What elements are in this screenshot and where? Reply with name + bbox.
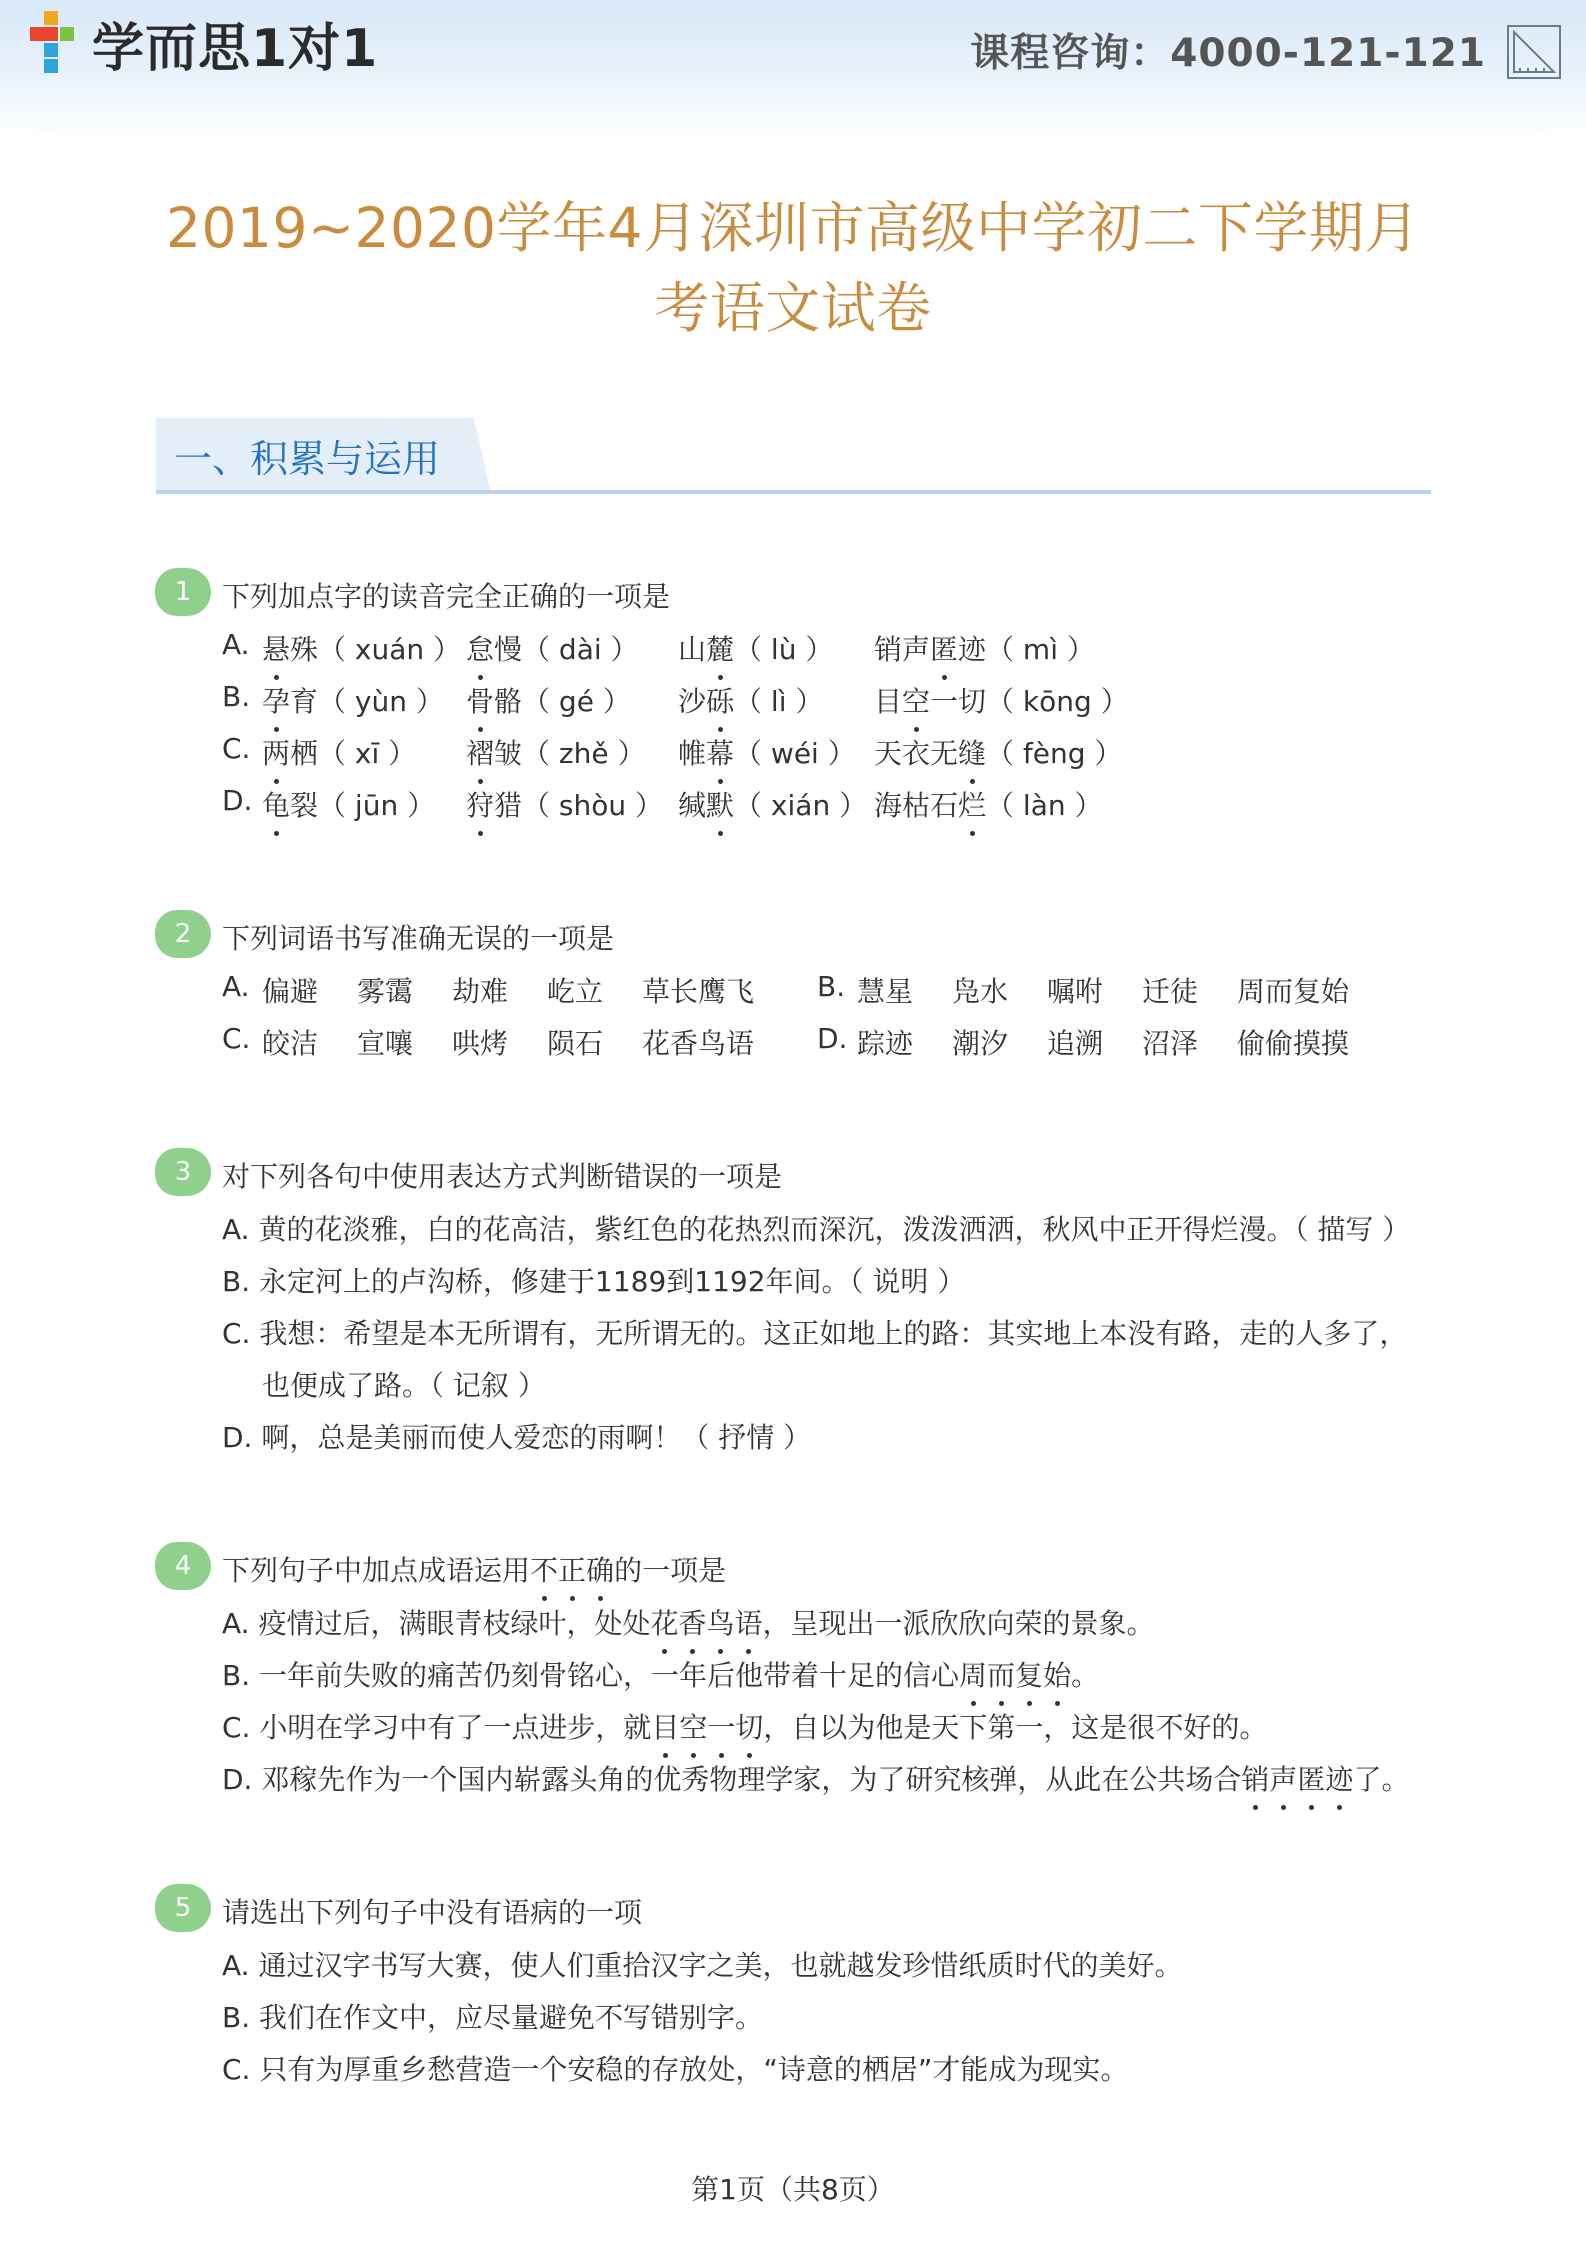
option-text: 缄 bbox=[678, 789, 707, 822]
dotted-char: 龟 bbox=[262, 784, 290, 824]
stem-text: 的一项是 bbox=[614, 1554, 727, 1587]
dotted-char: 骨 bbox=[466, 680, 494, 720]
q4-option-b[interactable] bbox=[222, 1654, 1099, 1694]
word: 草长鹰飞 bbox=[642, 975, 755, 1008]
dotted-char: 确 bbox=[586, 1549, 614, 1589]
option-text: D. 邓稼先作为一个国内崭露头角的优秀物理学家，为了研究核弹，从此在公共场合 bbox=[222, 1763, 1242, 1796]
ruler-triangle-icon bbox=[1506, 24, 1562, 80]
course-hotline: 课程咨询：4000-121-121 bbox=[970, 31, 1486, 76]
section-header bbox=[156, 418, 1431, 494]
exam-title bbox=[150, 188, 1436, 348]
dotted-char: 两 bbox=[262, 732, 290, 772]
q3-option-c-cont: 也便成了路。（ 记叙 ） bbox=[262, 1369, 546, 1402]
option-item bbox=[874, 732, 1122, 772]
word: 慧星 bbox=[857, 975, 914, 1008]
question-stem: 请选出下列句子中没有语病的一项 bbox=[222, 1896, 643, 1929]
option-item bbox=[678, 784, 867, 824]
dotted-char: 不 bbox=[530, 1549, 558, 1589]
dotted-char: 麓 bbox=[706, 628, 734, 668]
option-letter[interactable]: A. bbox=[222, 970, 250, 1003]
q5-option-b[interactable]: B. 我们在作文中，应尽量避免不写错别字。 bbox=[222, 2001, 764, 2034]
page-header bbox=[0, 0, 1586, 140]
word: 沼泽 bbox=[1142, 1027, 1199, 1060]
option-text: 骼（ gé ） bbox=[494, 685, 631, 718]
section-underline bbox=[156, 490, 1431, 494]
option-text: 。 bbox=[1071, 1659, 1100, 1692]
option-text: （ wéi ） bbox=[734, 737, 856, 770]
option-text: 慢（ dài ） bbox=[494, 633, 639, 666]
option-letter: C. bbox=[222, 732, 251, 765]
question-number-badge: 3 bbox=[155, 1148, 211, 1196]
word: 偷偷摸摸 bbox=[1237, 1027, 1350, 1060]
q4-option-a[interactable] bbox=[222, 1602, 1155, 1642]
question-stem bbox=[222, 1549, 726, 1589]
option-letter: B. bbox=[222, 680, 251, 713]
word: 雾霭 bbox=[357, 975, 414, 1008]
brand-name: 学而思1对1 bbox=[92, 18, 379, 79]
brand-logo[interactable] bbox=[30, 8, 378, 78]
dotted-char: 一 bbox=[707, 1706, 735, 1746]
option-text: A. 疫情过后，满眼青枝绿叶，处处 bbox=[222, 1607, 651, 1640]
option-text: （ fèng ） bbox=[986, 737, 1123, 770]
dotted-char: 砾 bbox=[706, 680, 734, 720]
dotted-char: 销 bbox=[1241, 1758, 1269, 1798]
question-number-badge: 2 bbox=[155, 910, 211, 958]
option-item bbox=[678, 732, 856, 772]
dotted-phrase bbox=[1241, 1763, 1353, 1796]
dotted-char: 花 bbox=[650, 1602, 678, 1642]
page-number: 第1页（共8页） bbox=[691, 2173, 895, 2206]
option-text: 一切（ kōng ） bbox=[930, 685, 1129, 718]
option-text: 迹（ mì ） bbox=[958, 633, 1095, 666]
dotted-char: 迹 bbox=[1325, 1758, 1353, 1798]
exam-title-line1: 2019~2020学年4月深圳市高级中学初二下学期月 bbox=[165, 196, 1421, 260]
option-text: 栖（ xī ） bbox=[290, 737, 417, 770]
question-number-badge: 4 bbox=[155, 1542, 211, 1590]
option-item bbox=[874, 784, 1103, 824]
dotted-phrase bbox=[959, 1659, 1071, 1692]
option-text: 目 bbox=[874, 685, 903, 718]
option-item bbox=[262, 628, 461, 668]
option-letter: A. bbox=[222, 628, 250, 661]
option-text: 猎（ shòu ） bbox=[494, 789, 664, 822]
dotted-char: 正 bbox=[558, 1549, 586, 1589]
option-text: 销声 bbox=[874, 633, 931, 666]
q5-option-a[interactable]: A. 通过汉字书写大赛，使人们重拾汉字之美，也就越发珍惜纸质时代的美好。 bbox=[222, 1949, 1183, 1982]
option-text: （ làn ） bbox=[986, 789, 1103, 822]
word: 皎洁 bbox=[262, 1027, 319, 1060]
word: 劫难 bbox=[452, 975, 509, 1008]
option-item bbox=[262, 680, 444, 720]
dotted-char: 鸟 bbox=[707, 1602, 735, 1642]
question-stem: 下列词语书写准确无误的一项是 bbox=[222, 922, 615, 955]
q4-option-c[interactable] bbox=[222, 1706, 1267, 1746]
dotted-char: 匿 bbox=[1297, 1758, 1325, 1798]
option-text: （ xián ） bbox=[734, 789, 868, 822]
word: 嘱咐 bbox=[1047, 975, 1104, 1008]
dotted-char: 周 bbox=[959, 1654, 987, 1694]
dotted-char: 复 bbox=[1015, 1654, 1043, 1694]
dotted-phrase bbox=[530, 1554, 614, 1587]
word: 追溯 bbox=[1047, 1027, 1104, 1060]
option-item bbox=[262, 784, 435, 824]
question-stem: 下列加点字的读音完全正确的一项是 bbox=[222, 580, 671, 613]
option-text: 育（ yùn ） bbox=[290, 685, 444, 718]
word: 踪迹 bbox=[857, 1027, 914, 1060]
option-item bbox=[466, 732, 646, 772]
dotted-char: 缝 bbox=[958, 732, 986, 772]
option-letter: D. bbox=[222, 784, 253, 817]
option-text: 山 bbox=[678, 633, 707, 666]
option-item bbox=[874, 628, 1095, 668]
dotted-char: 悬 bbox=[262, 628, 290, 668]
option-text: 帷 bbox=[678, 737, 707, 770]
option-item bbox=[466, 784, 663, 824]
question-number-badge: 5 bbox=[155, 1884, 211, 1932]
dotted-char: 空 bbox=[679, 1706, 707, 1746]
dotted-char: 孕 bbox=[262, 680, 290, 720]
dotted-phrase bbox=[651, 1711, 763, 1744]
word: 哄烤 bbox=[452, 1027, 509, 1060]
option-text: 了。 bbox=[1353, 1763, 1410, 1796]
option-letter[interactable]: D. bbox=[817, 1022, 848, 1055]
option-letter[interactable]: B. bbox=[817, 970, 846, 1003]
dotted-char: 而 bbox=[987, 1654, 1015, 1694]
option-item bbox=[874, 680, 1129, 720]
logo-mark-icon bbox=[30, 11, 82, 75]
section-title: 一、积累与运用 bbox=[174, 437, 441, 481]
dotted-char: 空 bbox=[902, 680, 930, 720]
word: 屹立 bbox=[547, 975, 604, 1008]
word: 凫水 bbox=[952, 975, 1009, 1008]
dotted-char: 香 bbox=[678, 1602, 706, 1642]
option-text: ，自以为他是天下第一，这是很不好的。 bbox=[763, 1711, 1268, 1744]
dotted-char: 匿 bbox=[930, 628, 958, 668]
dotted-char: 语 bbox=[735, 1602, 763, 1642]
dotted-char: 默 bbox=[706, 784, 734, 824]
q4-option-d[interactable] bbox=[222, 1758, 1409, 1798]
question-stem: 对下列各句中使用表达方式判断错误的一项是 bbox=[222, 1160, 783, 1193]
option-item bbox=[466, 680, 631, 720]
word: 周而复始 bbox=[1237, 975, 1350, 1008]
q5-option-c[interactable]: C. 只有为厚重乡愁营造一个安稳的存放处，“诗意的栖居”才能成为现实。 bbox=[222, 2053, 1129, 2086]
q3-option-b[interactable]: B. 永定河上的卢沟桥，修建于1189到1192年间。（ 说明 ） bbox=[222, 1265, 966, 1298]
stem-text: 下列句子中加点成语运用 bbox=[222, 1554, 531, 1587]
option-text: B. 一年前失败的痛苦仍刻骨铭心，一年后他带着十足的信心 bbox=[222, 1659, 960, 1692]
dotted-char: 目 bbox=[651, 1706, 679, 1746]
exam-title-line2: 考语文试卷 bbox=[654, 276, 932, 340]
word: 迁徒 bbox=[1142, 975, 1199, 1008]
q3-option-c[interactable]: C. 我想：希望是本无所谓有，无所谓无的。这正如地上的路：其实地上本没有路，走的人多了， bbox=[222, 1317, 1408, 1350]
option-text: 裂（ jūn ） bbox=[290, 789, 436, 822]
option-letter[interactable]: C. bbox=[222, 1022, 251, 1055]
option-text: 海枯石 bbox=[874, 789, 959, 822]
option-item bbox=[678, 628, 833, 668]
dotted-char: 切 bbox=[735, 1706, 763, 1746]
dotted-char: 声 bbox=[1269, 1758, 1297, 1798]
question-number-badge: 1 bbox=[155, 568, 211, 616]
dotted-char: 褶 bbox=[466, 732, 494, 772]
word: 偏避 bbox=[262, 975, 319, 1008]
dotted-phrase bbox=[650, 1607, 762, 1640]
dotted-char: 怠 bbox=[466, 628, 494, 668]
option-text: 天衣无 bbox=[874, 737, 959, 770]
option-text: ，呈现出一派欣欣向荣的景象。 bbox=[762, 1607, 1155, 1640]
dotted-char: 始 bbox=[1043, 1654, 1071, 1694]
dotted-char: 烂 bbox=[958, 784, 986, 824]
option-text: C. 小明在学习中有了一点进步，就 bbox=[222, 1711, 652, 1744]
dotted-char: 幕 bbox=[706, 732, 734, 772]
word: 潮汐 bbox=[952, 1027, 1009, 1060]
option-text: 殊（ xuán ） bbox=[290, 633, 462, 666]
dotted-char: 狩 bbox=[466, 784, 494, 824]
q3-option-d[interactable]: D. 啊，总是美丽而使人爱恋的雨啊！（ 抒情 ） bbox=[222, 1421, 812, 1454]
option-text: （ lì ） bbox=[734, 685, 824, 718]
option-item bbox=[466, 628, 639, 668]
option-item bbox=[262, 732, 416, 772]
q3-option-a[interactable]: A. 黄的花淡雅，白的花高洁，紫红色的花热烈而深沉，泼泼洒洒，秋风中正开得烂漫。（ 描写 ） bbox=[222, 1213, 1411, 1246]
word: 陨石 bbox=[547, 1027, 604, 1060]
option-text: 沙 bbox=[678, 685, 707, 718]
option-text: （ lù ） bbox=[734, 633, 834, 666]
word: 宣嚷 bbox=[357, 1027, 414, 1060]
option-item bbox=[678, 680, 823, 720]
word: 花香鸟语 bbox=[642, 1027, 755, 1060]
option-text: 皱（ zhě ） bbox=[494, 737, 646, 770]
